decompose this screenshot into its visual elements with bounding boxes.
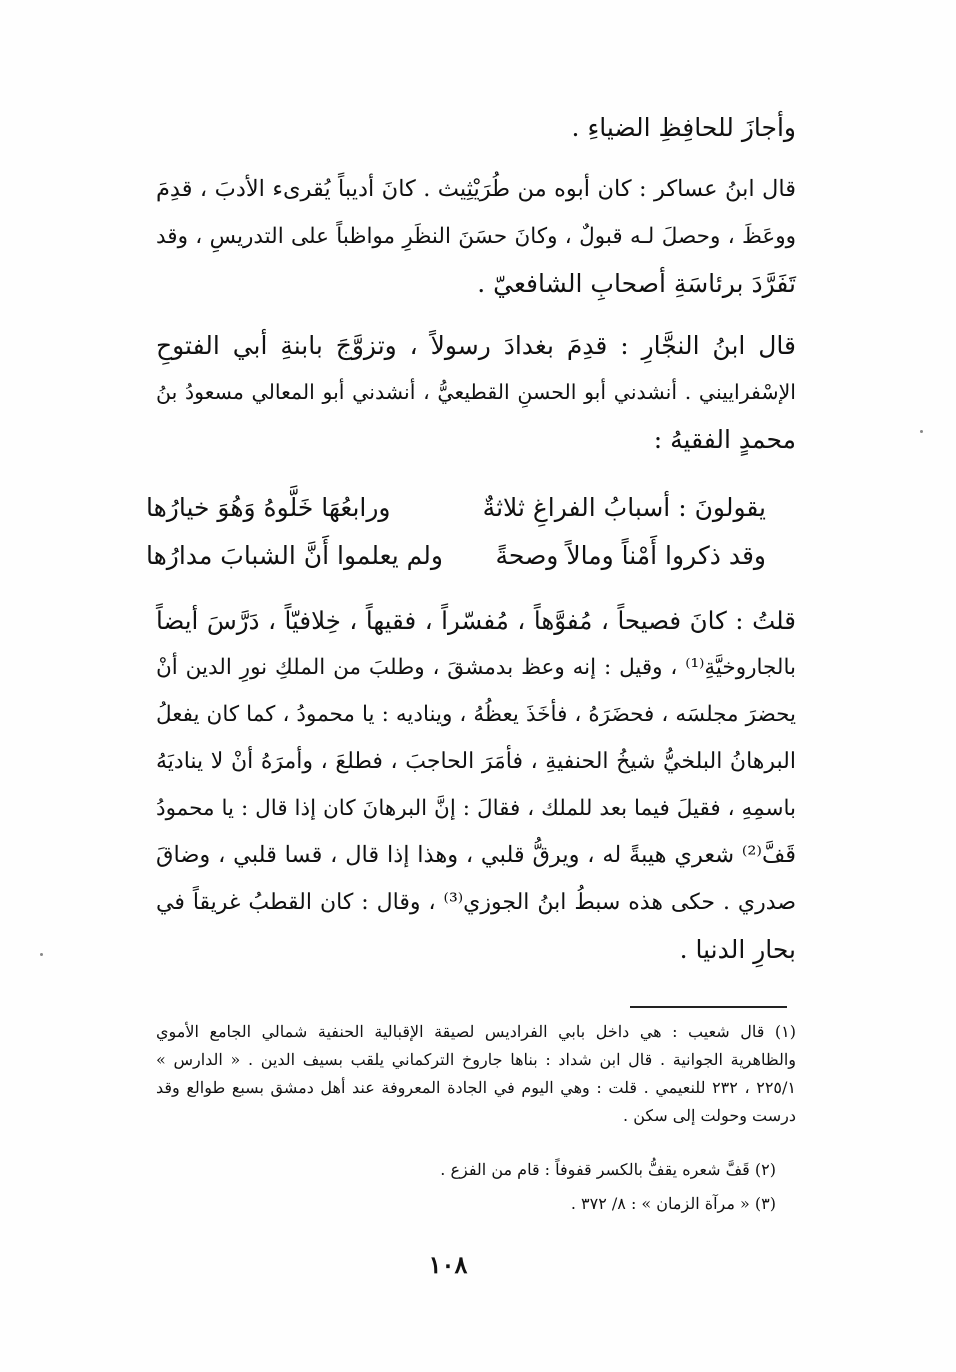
verse-line [146,533,766,579]
text-line: قَفَّ⁽²⁾ شعري هيبةً له ، ويرقُّ قلبي ، وهذا إذا قال ، قسا قلبي ، وضاقَ [156,842,796,868]
verse-first-hemistich: يقولونَ : أسبابُ الفراغِ ثلاثةٌ [482,493,766,522]
text-line: الإسْفراييني . أنشدني أبو الحسنِ القطيعيُّ ، أنشدني أبو المعالي مسعودُ بنُ [156,380,796,404]
text-line: البرهانُ البلخيُّ شيخُ الحنفيةِ ، فأمَرَ الحاجبَ ، فطلعَ ، وأمرَهُ أنْ لا يناديَهُ [156,749,796,774]
text-line: قال ابنُ عساكر : كان أبوه من طُرَيْثِيث . كانَ أديباً يُقرىء الأدبَ ، قدِمَ [156,176,796,202]
paragraph-ibn-najjar [156,322,796,463]
paragraph-qultu [156,597,796,973]
footnote-line: والظاهرية الجوانية . قال ابن شداد : بناها جاروخ التركماني يلقب بسيف الدين . « الدارس » [156,1050,796,1069]
footnote-separator [630,1006,787,1008]
text-line: وأجازَ للحافِظِ الضياءِ . [571,113,796,142]
text-line: بالجاروخيَّةِ⁽¹⁾ ، وقيل : إنه وعظ بدمشقَ ، وطلبَ من الملكِ نورِ الدين أنْ [156,655,796,680]
footnote-1 [156,1018,796,1130]
footnote-line: (١) قال شعيب : هي داخل بابي الفراديس لصيقة الإقبالية الحنفية شمالي الجامع الأموي [156,1022,797,1041]
verse-first-hemistich: وقد ذكروا أَمْناً ومالاً وصحةً [495,541,766,570]
page-number: ١٠٨ [428,1250,468,1279]
text-line: قلتُ : كانَ فصيحاً ، مُفوَّهاً ، مُفسّراً ، فقيهاً ، خِلافيّاً ، دَرَّسَ أيضاً [156,606,796,635]
paragraph-ibn-asakir [156,166,796,307]
text-line: قال ابنُ النجَّارِ : قدِمَ بغدادَ رسولاً ، وتزوَّجَ بابنةِ أبي الفتوحِ [156,331,796,360]
footnote-line: درست وحولت إلى سكن . [623,1106,796,1125]
text-line: صدري . حكى هذه سبطُ ابنُ الجوزي⁽³⁾ ، وقال : كان القطبُ غريقاً في [156,890,796,915]
footnote-line: ٢٢٥/١ ، ٢٣٢ للنعيمي . قلت : وهي اليوم في الجادة المعروفة عند أهل دمشق بسبع طوالع وقد [156,1078,796,1097]
scan-speck [40,953,43,956]
verse-second-hemistich: ورابعُهَا خَلَّوهُ وَهُوَ خيارُها [146,493,391,522]
footnote-line: (٢) قَفَّ شعره يقفُّ بالكسر قفوفاً : قام من الفزع . [440,1160,776,1179]
paragraph-ijaza [156,104,796,151]
text-line: ووعَظَ ، وحصلَ لـه قبولٌ ، وكانَ حسَنَ النظَرِ مواظباً على التدريسِ ، وقد [156,224,796,249]
verse-line [146,485,766,531]
footnote-2 [156,1156,796,1184]
footnote-3 [156,1190,796,1218]
text-line: بحارِ الدنيا . [679,935,796,964]
scan-speck [920,430,923,433]
text-line: باسمِهِ ، فقيلَ فيما بعد للملك ، فقالَ : إنَّ البرهانَ كان إذا قال : يا محمودُ [156,796,796,821]
footnote-line: (٣) « مرآة الزمان » : ٨/ ٣٧٢ . [570,1194,776,1213]
verse-second-hemistich: ولم يعلموا أَنَّ الشبابَ مدارُها [146,541,443,570]
text-line: تَفَرَّدَ برئاسَةِ أصحابِ الشافعيّ . [477,269,796,298]
text-line: يحضرَ مجلسَه ، فحضَرَهُ ، فأخَذَ يعظُهُ ، ويناديه : يا محمودُ ، كما كان يفعلُ [156,702,796,727]
text-line: محمدٍ الفقيهُ : [653,425,796,454]
